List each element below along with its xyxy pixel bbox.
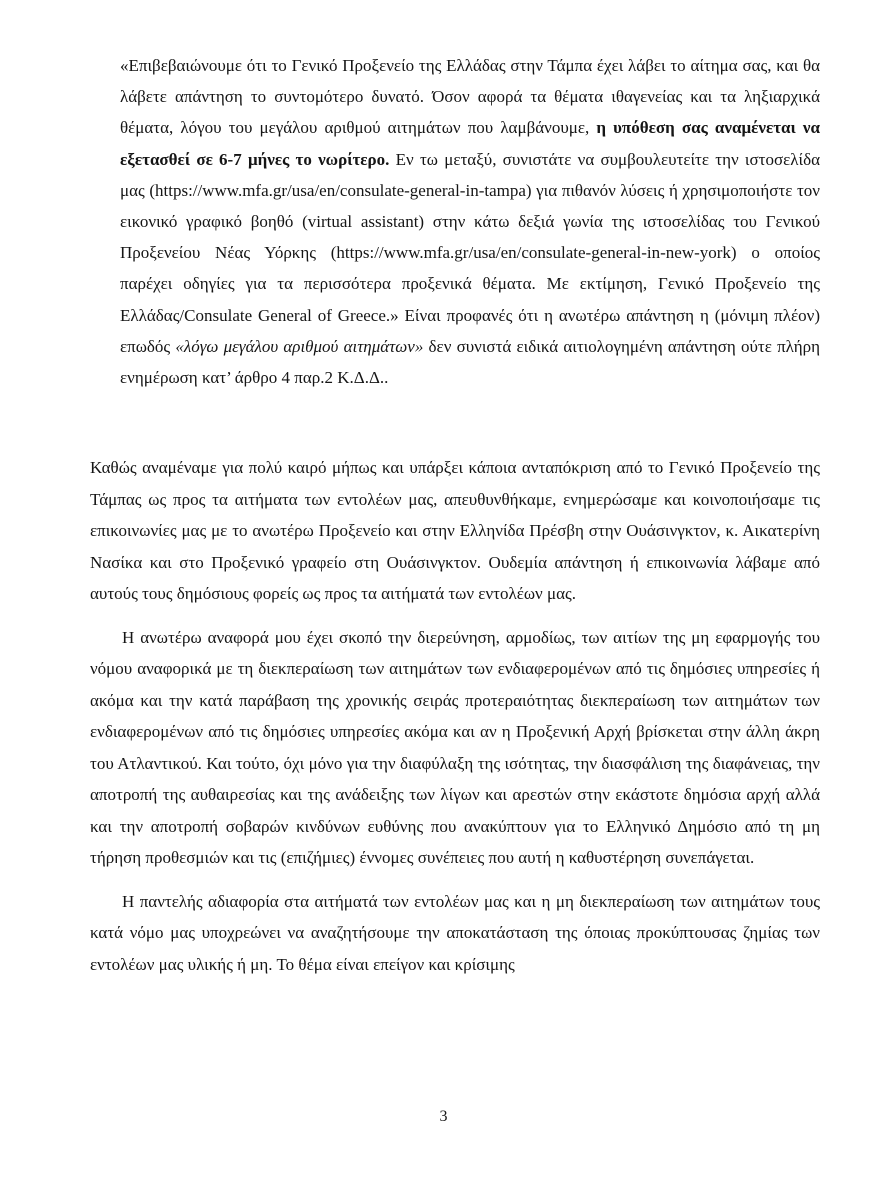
quoted-reply-block <box>120 50 820 393</box>
paragraph-purpose: Η ανωτέρω αναφορά μου έχει σκοπό την διερεύνηση, αρμοδίως, των αιτίων της μη εφαρμογής του νόμου αναφορικά με τη διεκπεραίωση των αιτημάτων των ενδιαφερομένων από τις δημόσιες υπηρεσίες ή ακόμα και την κατά παράβαση της χρονικής σειράς προτεραιότητας διεκπεραίωση των αιτημάτων των ενδιαφερομένων από τις δημόσιες υπηρεσίες ακόμα και αν η Προξενική Αρχή βρίσκεται στην άλλη άκρη του Ατλαντικού. Και τούτο, όχι μόνο για την διαφύλαξη της ισότητας, την διασφάλιση της διαφάνειας, την αποτροπή της αυθαιρεσίας και της ανάδειξης των λίγων και αρεστών στην εκάστοτε δημόσια αρχή αλλά και την αποτροπή σοβαρών κινδύνων ευθύνης που ανακύπτουν για το Ελληνικό Δημόσιο από τη μη τήρηση προθεσμιών και τις (επιζήμιες) έννομες συνέπειες που αυτή η καθυστέρηση συνεπάγεται. <box>90 627 820 867</box>
quote-text-end: δεν συνιστά ειδικά αιτιολογημένη απάντηση ούτε πλήρη ενημέρωση κατ’ άρθρο 4 παρ.2 Κ.Δ.Δ.. <box>120 336 821 388</box>
quote-text-middle: Εν τω μεταξύ, συνιστάτε να συμβουλευτείτε την ιστοσελίδα μας (https://www.mfa.gr/usa/en/consulate-general-in-tampa) για πιθανόν λύσεις ή χρησιμοποιήστε τον εικονικό γραφικό βοηθό (virtual assistant) στην κάτω δεξιά γωνία της ιστοσελίδας του Γενικού Προξενείου Νέας Υόρκης (https://www.mfa.gr/usa/en/consulate-general-in-new-york) ο οποίος παρέχει οδηγίες για τα περισσότερα προξενικά θέματα. Με εκτίμηση, Γενικό Προξενείο της Ελλάδας/Consulate General of Greece.» Είναι προφανές ότι η ανωτέρω απάντηση η (μόνιμη πλέον) επωδός <box>120 149 821 356</box>
quote-bold-text: η υπόθεση σας αναμένεται να εξετασθεί σε 6-7 μήνες το νωρίτερο. <box>120 118 821 169</box>
paragraph-consulate-contact: Καθώς αναμέναμε για πολύ καιρό μήπως και υπάρξει κάποια ανταπόκριση από το Γενικό Προξενείο της Τάμπας ως προς τα αιτήματα των εντολέων μας, απευθυνθήκαμε, ενημερώσαμε και κοινοποιήσαμε τις επικοινωνίες μας με το ανωτέρω Προξενείο και στην Ελληνίδα Πρέσβη στην Ουάσινγκτον, κ. Αικατερίνη Νασίκα και στο Προξενικό γραφείο στη Ουάσινγκτον. Ουδεμία απάντηση ή επικοινωνία λάβαμε από αυτούς τους δημόσιους φορείς ως προς τα αιτήματά των εντολέων μας. <box>90 458 820 603</box>
quote-text-start: «Επιβεβαιώνουμε ότι το Γενικό Προξενείο της Ελλάδας στην Τάμπα έχει λάβει το αίτημα σας, και θα λάβετε απάντηση το συντομότερο δυνατό. Όσον αφορά τα θέματα ιθαγενείας και τα ληξιαρχικά θέματα, λόγου του μεγάλου αριθμού αιτημάτων που λαμβάνουμε, <box>120 56 820 138</box>
paragraph-indifference: Η παντελής αδιαφορία στα αιτήματά των εντολέων μας και η μη διεκπεραίωση των αιτημάτων τους κατά νόμο μας υποχρεώνει να αναζητήσουμε την αποκατάσταση της όποιας προκύπτουσας ζημίας των εντολέων μας υλικής ή μη. Το θέμα είναι επείγον και κρίσιμης <box>90 891 820 974</box>
body-text <box>90 452 820 980</box>
quote-italic-phrase: «λόγω μεγάλου αριθμού αιτημάτων» <box>175 336 424 356</box>
page-number: 3 <box>439 1108 448 1125</box>
